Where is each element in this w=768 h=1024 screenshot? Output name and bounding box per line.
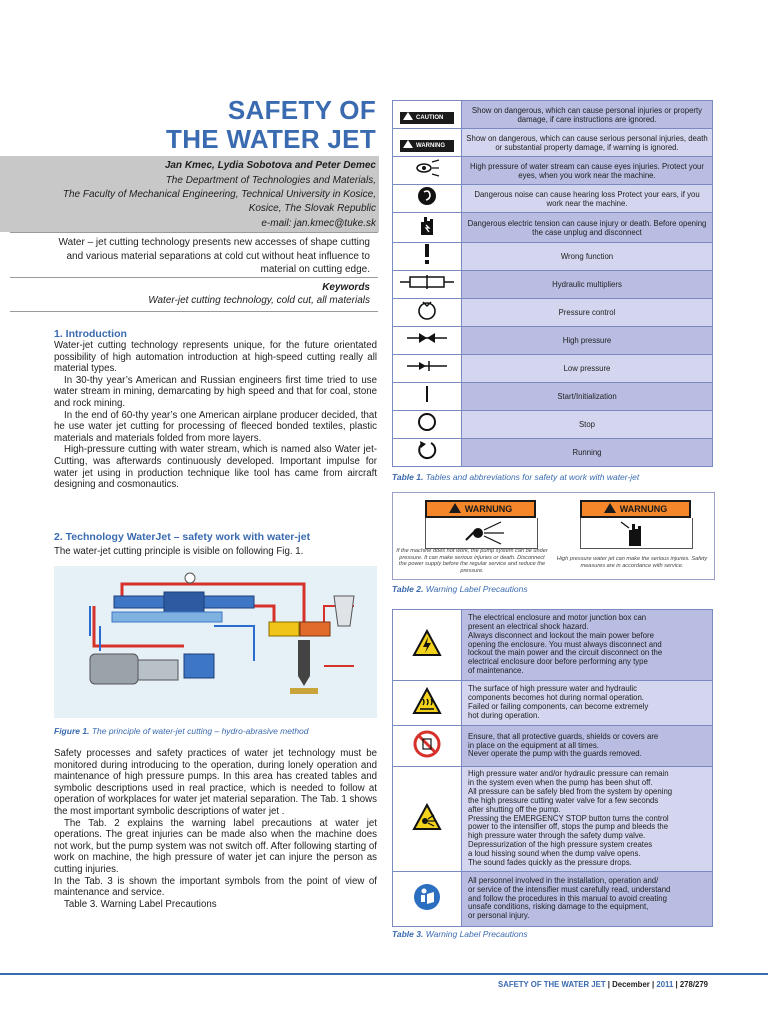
running-icon: [393, 439, 462, 467]
table-cell-text: Start/Initialization: [462, 383, 713, 411]
table-cell-text: Show on dangerous, which can cause personal injuries or property damage, if care instructions are ignored.: [462, 101, 713, 129]
table-2-label: Table 2.: [392, 584, 424, 594]
warnung-title: WARNUNG: [619, 504, 668, 514]
warning-pictogram: [425, 518, 538, 549]
table-cell-text: Dangerous noise can cause hearing loss Protect your ears, if you work near the machine.: [462, 185, 713, 213]
paragraph: In 30-thy year’s American and Russian engineers first time tried to use water stream in mining, demarcating by high speed and that for coal, stone and rock mining.: [54, 374, 377, 409]
affiliation-line-2: The Faculty of Mechanical Engineering, Technical University in Kosice,: [62, 189, 376, 200]
paragraph: In the Tab. 3 is shown the important symbols from the point of view of maintenance and service.: [54, 875, 377, 899]
table-cell-text: Ensure, that all protective guards, shields or covers are in place on the equipment at all times. Never operate the pump with the guards removed.: [462, 726, 713, 767]
table-row: [393, 157, 713, 185]
hot-surface-icon: [393, 681, 462, 726]
affiliation-line-3: Kosice, The Slovak Republic: [248, 203, 376, 214]
table-row: [393, 327, 713, 355]
footer: SAFETY OF THE WATER JET | December | 2011 | 278/279: [498, 980, 708, 989]
table-row: [393, 185, 713, 213]
high-pressure-icon: [393, 327, 462, 355]
divider: [10, 277, 378, 278]
figure-1: [54, 566, 377, 718]
warning-label-1: [425, 500, 538, 549]
divider: [10, 311, 378, 312]
table-cell-text: All personnel involved in the installation, operation and/ or service of the intensifier must carefully read, understand and follow the procedures in this manual to avoid creating unsafe conditions, risking damage to the equipment, or personal injury.: [462, 872, 713, 927]
table-cell-text: Pressure control: [462, 299, 713, 327]
table-row: [393, 681, 713, 726]
low-pressure-icon: [393, 355, 462, 383]
table-cell-symbol: [393, 101, 462, 129]
warnung-title: WARNUNG: [464, 504, 513, 514]
keywords-text: Water-jet cutting technology, cold cut, all materials: [148, 295, 370, 306]
paragraph: Table 3. Warning Label Precautions: [64, 898, 217, 910]
figure-1-text: The principle of water-jet cutting – hydro-abrasive method: [91, 726, 309, 736]
warning-label-icon: [400, 140, 454, 152]
table-row: [393, 383, 713, 411]
table-row: [393, 243, 713, 271]
warning-triangle-icon: [604, 503, 616, 513]
section-2-heading: 2. Technology WaterJet – safety work with water-jet: [54, 531, 311, 543]
paragraph: The Tab. 2 explains the warning label precautions at water jet operations. The great injuries can be made also when the machine does not work, but the pump system was not switch off. After following starting of work on machine, the high pressure of water jet can injure the person as cutting injuries.: [54, 817, 377, 875]
warning-label-text: WARNING: [416, 142, 445, 149]
paragraph: Water-jet cutting technology represents unique, for the future orientated possibility of high automation introduction at high-speed cutting really all material types.: [54, 340, 377, 375]
water-jet-schematic: [54, 566, 377, 718]
table-2-text: Warning Label Precautions: [425, 584, 528, 594]
section-1-body: [54, 340, 377, 491]
no-operation-icon: [393, 726, 462, 767]
table-1-text: Tables and abbreviations for safety at work with water-jet: [425, 472, 640, 482]
table-cell-text: High pressure water and/or hydraulic pressure can remain in the system even when the pump has been shut off. All pressure can be safely bled from the system by opening the high pressure cutting water valve for a few seconds after shutting off the pump. Pressing the EMERGENCY STOP button turns the control power to the intensifier off, stops the pump and bleeds the high pressure water through the safety dump valve. Depressurization of the high pressure system creates a loud hissing sound when the dump valve opens. The sound fades quickly as the pressure drops.: [462, 767, 713, 872]
table-cell-text: The electrical enclosure and motor junction box can present an electrical shock hazard. Always disconnect and lockout the main power before opening the enclosure. You must always disconnect and lockout the main power and the circuit disconnect on the electrical enclosure door before performing any type of maintenance.: [462, 610, 713, 681]
table-row: [393, 355, 713, 383]
paragraph: Safety processes and safety practices of water jet technology must be monitored during introducing to the operation, during lonely operation and maintenance of high pressure pumps. In this area has created tables and symbolic descriptions used in real practice, which is needed to follow at operation of workplaces for water jet material separation. The Tab. 1 shows the most important symbolic descriptions of water jet .: [54, 748, 377, 817]
table-1-label: Table 1.: [392, 472, 424, 482]
table-row: [393, 129, 713, 157]
pressure-control-icon: [393, 299, 462, 327]
table-row: [393, 299, 713, 327]
title-line-2: THE WATER JET: [166, 124, 376, 154]
footer-rule: [0, 973, 768, 975]
footer-title: SAFETY OF THE WATER JET: [498, 980, 606, 989]
keywords-heading: Keywords: [322, 282, 370, 293]
table-3-label: Table 3.: [392, 929, 424, 939]
warning-label-2: [580, 500, 693, 549]
warnung-header: [580, 500, 691, 518]
table-3-caption: [392, 929, 528, 939]
figure-1-caption: [54, 726, 309, 736]
footer-month: December: [612, 980, 650, 989]
body-2: [54, 748, 377, 910]
table-3-text: Warning Label Precautions: [425, 929, 528, 939]
footer-pages: 278/279: [679, 980, 708, 989]
warnung-header: [425, 500, 536, 518]
affiliation-line-1: The Department of Technologies and Materials,: [165, 175, 376, 186]
table-cell-text: Stop: [462, 411, 713, 439]
section-1-heading: 1. Introduction: [54, 328, 127, 340]
table-row: [393, 271, 713, 299]
stop-icon: [393, 411, 462, 439]
read-manual-icon: [393, 872, 462, 927]
warning-triangle-icon: [449, 503, 461, 513]
table-cell-text: Dangerous electric tension can cause injury or death. Before opening the case unplug and disconnect: [462, 213, 713, 243]
table-row: [393, 101, 713, 129]
abstract: Water – jet cutting technology presents new accesses of shape cutting and various material separations at cold cut without heat influence to material on cutting edge.: [58, 237, 370, 275]
electric-hazard-icon: [393, 610, 462, 681]
warning-label-1-text: If the machine does not work, the pump system can be under pressure. It can make serious injuries or death. Disconnect the power supply before the regular service and reduce the pressure.: [396, 548, 548, 574]
table-cell-text: Running: [462, 439, 713, 467]
footer-year: 2011: [656, 980, 674, 989]
eye-protection-icon: [393, 157, 462, 185]
table-cell-text: Wrong function: [462, 243, 713, 271]
exclamation-icon: [393, 243, 462, 271]
table-1: [392, 100, 713, 467]
table-cell-text: Low pressure: [462, 355, 713, 383]
hydraulic-multiplier-icon: [393, 271, 462, 299]
paragraph: In the end of 60-thy year’s one American airplane producer decided, that he use water jet cutting for processing of fleeced bonded textiles, plastic materials and materials folded from more layers.: [54, 409, 377, 444]
title-line-1: SAFETY OF: [227, 95, 376, 125]
caution-label-icon: [400, 112, 454, 124]
warning-pictogram: [580, 518, 693, 549]
table-cell-text: High pressure of water stream can cause eyes injuries. Protect your eyes, when you work near the machine.: [462, 157, 713, 185]
section-2-intro: The water-jet cutting principle is visible on following Fig. 1.: [54, 546, 304, 557]
paragraph: High-pressure cutting with water stream, which is named also Water jet-Cutting, was afterwards continuously developed. Important impulse for water jet using in production technique like tool has came from aircraft designing and cosmonautics.: [54, 444, 377, 491]
high-pressure-hazard-icon: [393, 767, 462, 872]
table-cell-text: Hydraulic multipliers: [462, 271, 713, 299]
start-icon: [393, 383, 462, 411]
figure-1-label: Figure 1.: [54, 726, 90, 736]
page-title: [120, 96, 376, 154]
table-1-caption: [392, 472, 639, 482]
table-cell-symbol: [393, 129, 462, 157]
table-row: [393, 872, 713, 927]
ear-protection-icon: [393, 185, 462, 213]
table-row: [393, 439, 713, 467]
table-3: [392, 609, 713, 927]
divider: [10, 232, 378, 233]
table-cell-text: High pressure: [462, 327, 713, 355]
warning-label-2-text: High pressure water jet can make the serious injuries. Safety measures are in accordance with service.: [556, 556, 708, 569]
table-row: [393, 411, 713, 439]
table-row: [393, 767, 713, 872]
table-row: [393, 610, 713, 681]
author-email[interactable]: e-mail: jan.kmec@tuke.sk: [261, 218, 376, 229]
table-2-caption: [392, 584, 528, 594]
electric-hand-icon: [393, 213, 462, 243]
table-cell-text: Show on dangerous, which can cause serious personal injuries, death or substantial property damage, if warning is ignored.: [462, 129, 713, 157]
table-row: [393, 213, 713, 243]
authors: Jan Kmec, Lydia Sobotova and Peter Demec: [164, 160, 376, 171]
caution-label-text: CAUTION: [416, 114, 444, 121]
table-row: [393, 726, 713, 767]
table-cell-text: The surface of high pressure water and hydraulic components becomes hot during normal operation. Failed or failing components, can become extremely hot during operation.: [462, 681, 713, 726]
